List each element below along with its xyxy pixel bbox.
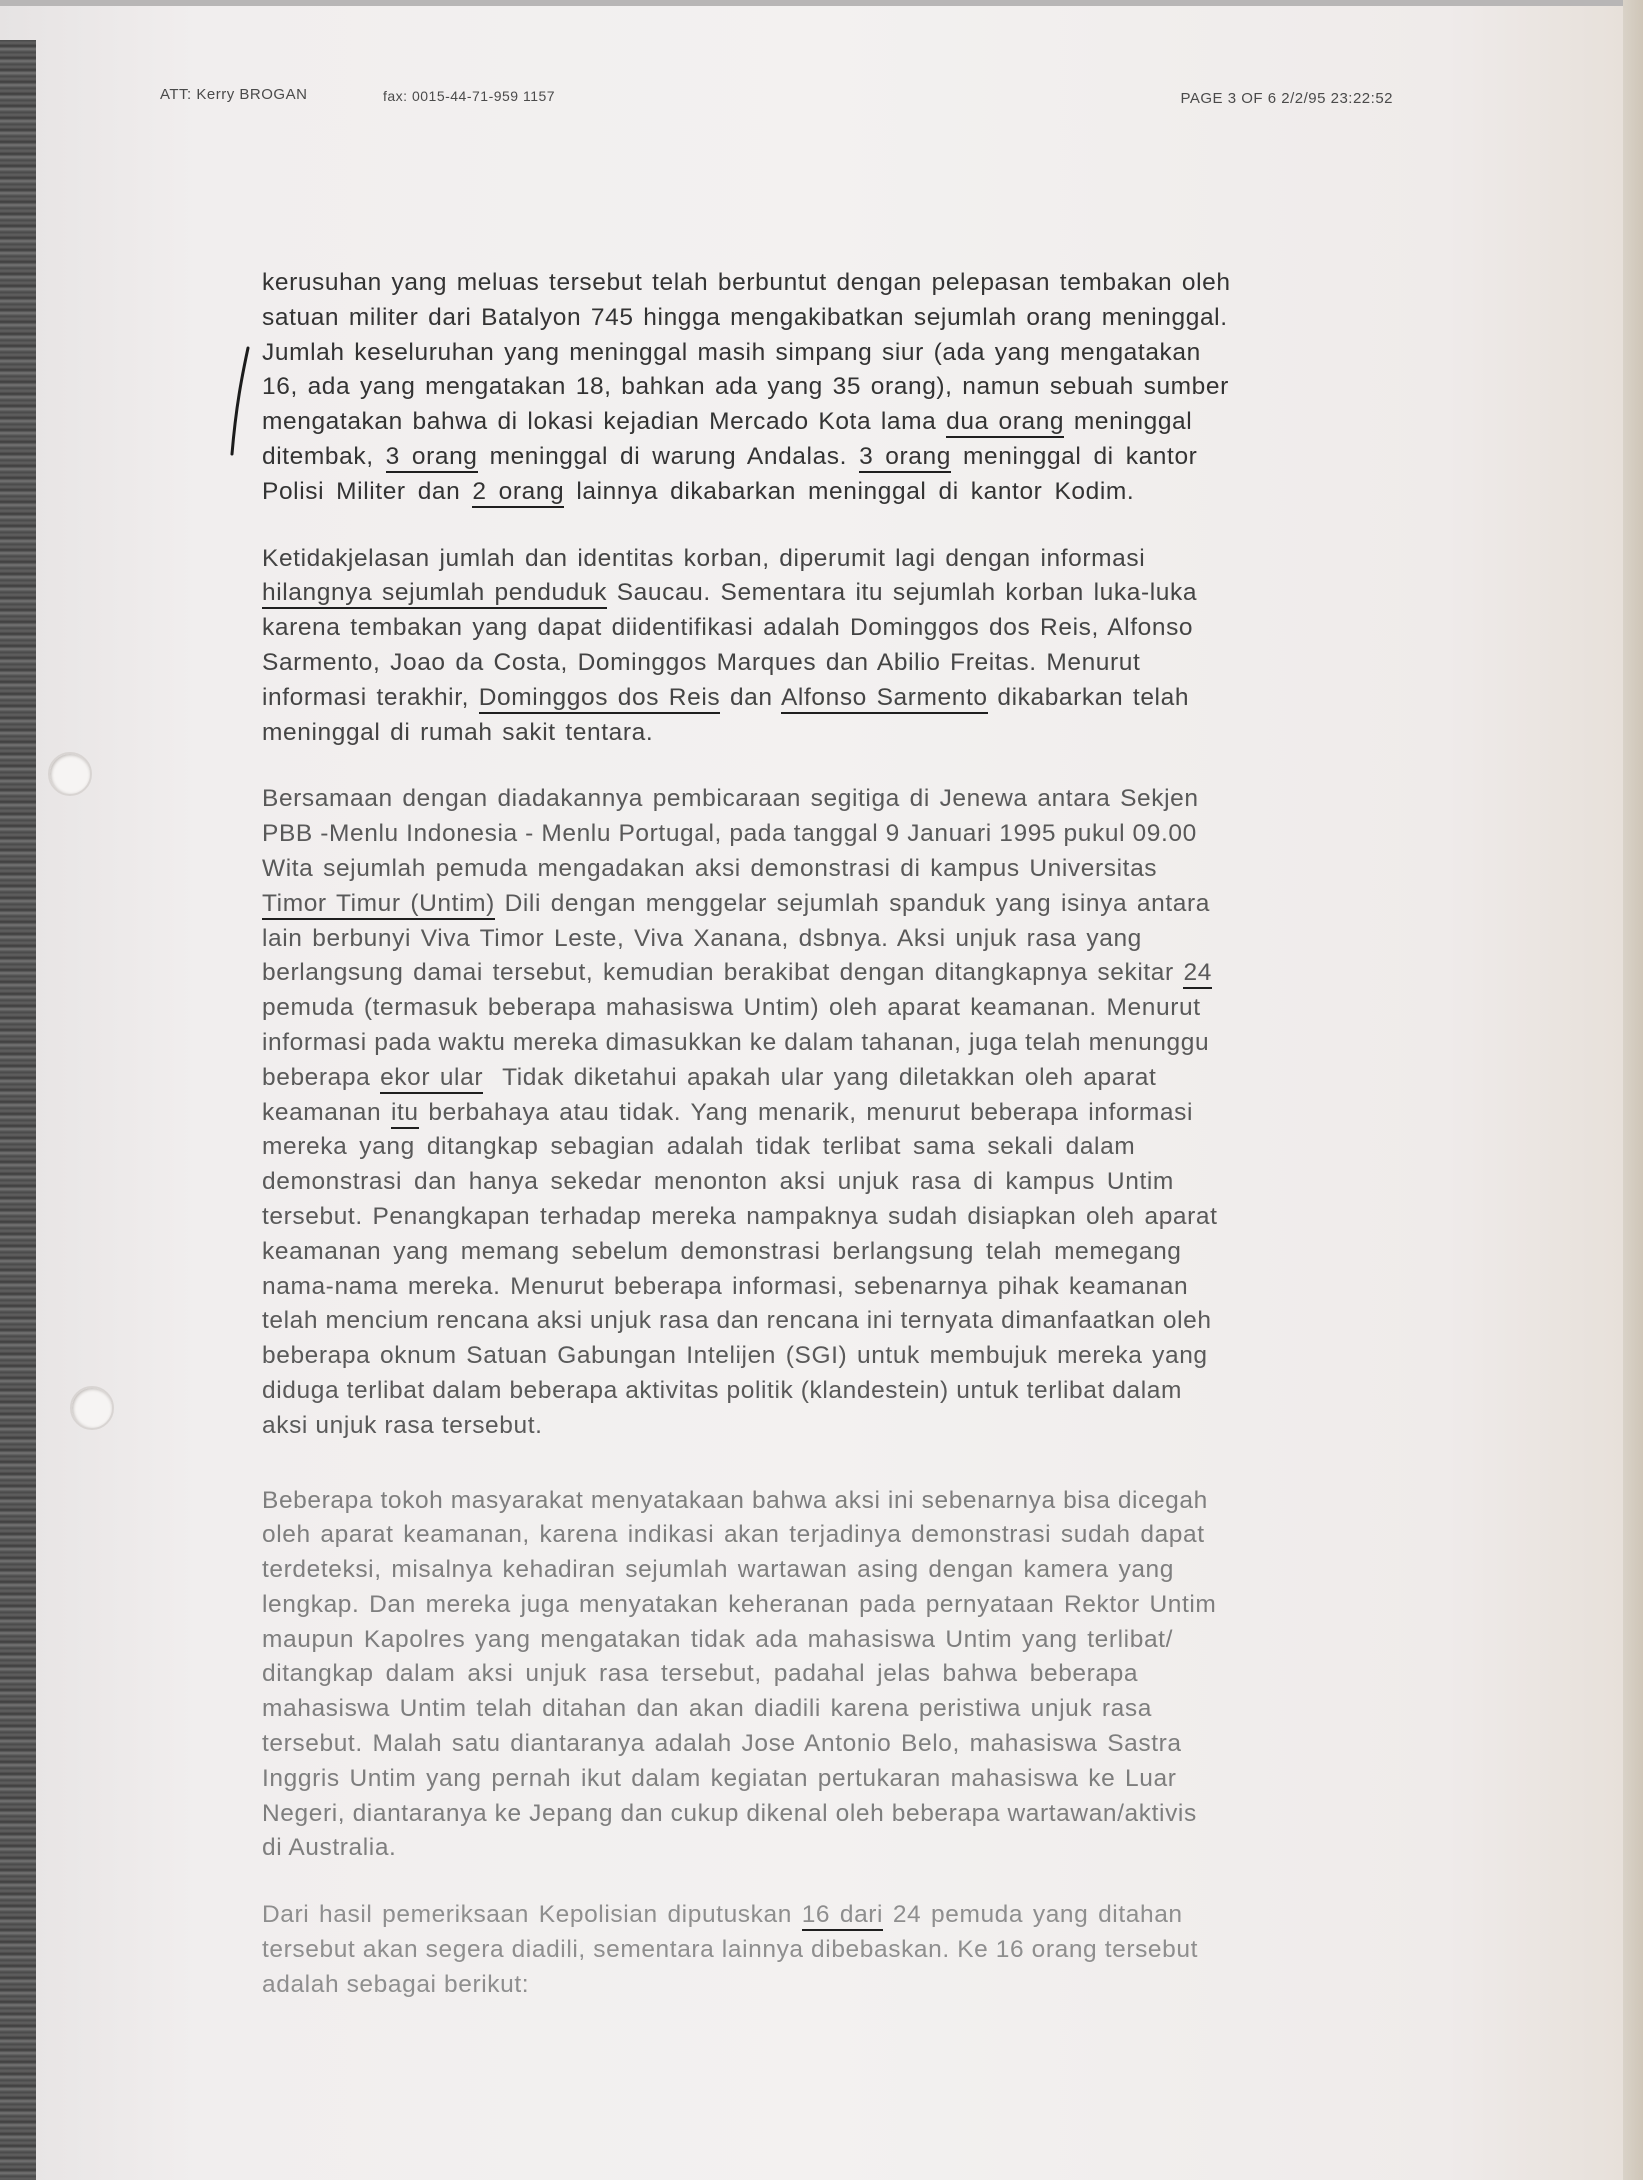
text-line: nama-nama mereka. Menurut beberapa informasi, sebenarnya pihak keamanan (262, 1272, 1189, 1300)
scan-right-edge (1623, 0, 1643, 2180)
text-line: tersebut akan segera diadili, sementara lainnya dibebaskan. Ke 16 orang tersebut (262, 1936, 1199, 1964)
text-line: maupun Kapolres yang mengatakan tidak ada mahasiswa Untim yang terlibat/ (262, 1625, 1173, 1653)
handwritten-underline: 2 orang (472, 478, 564, 508)
handwritten-margin-mark (226, 346, 256, 458)
handwritten-underline: 3 orang (859, 443, 951, 473)
text-line: Inggris Untim yang pernah ikut dalam kegiatan pertukaran mahasiswa ke Luar (262, 1764, 1177, 1792)
scan-top-edge (0, 0, 1643, 6)
text-line: kerusuhan yang meluas tersebut telah berbuntut dengan pelepasan tembakan oleh (262, 269, 1231, 296)
handwritten-underline: hilangnya sejumlah penduduk (262, 579, 607, 609)
text-line: beberapa ekor ular Tidak diketahui apakah ular yang diletakkan oleh aparat (262, 1061, 1427, 1096)
text-line: Jumlah keseluruhan yang meninggal masih simpang siur (ada yang mengatakan (262, 338, 1201, 366)
text-line: Bersamaan dengan diadakannya pembicaraan segitiga di Jenewa antara Sekjen (262, 785, 1199, 813)
text-line: meninggal di rumah sakit tentara. (262, 718, 654, 746)
handwritten-underline: 3 orang (386, 443, 478, 473)
text-line: Negeri, diantaranya ke Jepang dan cukup dikenal oleh beberapa wartawan/aktivis (262, 1799, 1197, 1827)
handwritten-underline: 16 dari (802, 1901, 883, 1931)
fax-number: fax: 0015-44-71-959 1157 (383, 88, 556, 104)
text-line: keamanan itu berbahaya atau tidak. Yang menarik, menurut beberapa informasi (262, 1096, 1427, 1131)
handwritten-underline: Dominggos dos Reis (479, 684, 720, 714)
paragraph-4 (262, 1484, 1427, 1867)
text-line: mereka yang ditangkap sebagian adalah tidak terlibat sama sekali dalam (262, 1133, 1136, 1161)
scan-left-edge (0, 40, 36, 2180)
text-line: keamanan yang memang sebelum demonstrasi berlangsung telah memegang (262, 1237, 1182, 1265)
text-line: berlangsung damai tersebut, kemudian berakibat dengan ditangkapnya sekitar 24 (262, 956, 1427, 991)
text-line: lain berbunyi Viva Timor Leste, Viva Xanana, dsbnya. Aksi unjuk rasa yang (262, 924, 1142, 952)
paragraph-3 (262, 782, 1427, 1443)
text-line: Polisi Militer dan 2 orang lainnya dikabarkan meninggal di kantor Kodim. (262, 475, 1427, 510)
fax-header (160, 86, 1393, 112)
text-line: Ketidakjelasan jumlah dan identitas korban, diperumit lagi dengan informasi (262, 544, 1146, 572)
handwritten-underline: dua orang (946, 408, 1064, 438)
text-line: aksi unjuk rasa tersebut. (262, 1411, 543, 1439)
handwritten-underline: itu (391, 1099, 419, 1129)
punch-hole (48, 752, 92, 796)
text-line: hilangnya sejumlah penduduk Saucau. Sementara itu sejumlah korban luka-luka (262, 576, 1427, 611)
handwritten-underline: Alfonso Sarmento (781, 684, 988, 714)
text-line: informasi terakhir, Dominggos dos Reis dan Alfonso Sarmento dikabarkan telah (262, 681, 1427, 716)
handwritten-underline: 24 (1183, 959, 1211, 989)
paragraph-2 (262, 542, 1427, 751)
text-line: pemuda (termasuk beberapa mahasiswa Untim) oleh aparat keamanan. Menurut (262, 994, 1201, 1022)
handwritten-underline: Timor Timur (Untim) (262, 890, 495, 920)
punch-hole (70, 1386, 114, 1430)
text-line: informasi pada waktu mereka dimasukkan ke dalam tahanan, juga telah menunggu (262, 1028, 1210, 1056)
text-line: Wita sejumlah pemuda mengadakan aksi demonstrasi di kampus Universitas (262, 854, 1158, 882)
text-line: ditembak, 3 orang meninggal di warung Andalas. 3 orang meninggal di kantor (262, 440, 1427, 475)
text-line: tersebut. Penangkapan terhadap mereka nampaknya sudah disiapkan oleh aparat (262, 1202, 1218, 1230)
text-line: Dari hasil pemeriksaan Kepolisian diputuskan 16 dari 24 pemuda yang ditahan (262, 1898, 1427, 1933)
text-line: lengkap. Dan mereka juga menyatakan keheranan pada pernyataan Rektor Untim (262, 1590, 1217, 1618)
text-line: mahasiswa Untim telah ditahan dan akan diadili karena peristiwa unjuk rasa (262, 1695, 1152, 1723)
paragraph-5 (262, 1898, 1427, 2002)
handwritten-underline: ekor ular (380, 1064, 483, 1094)
text-line: 16, ada yang mengatakan 18, bahkan ada yang 35 orang), namun sebuah sumber (262, 373, 1229, 401)
text-line: telah mencium rencana aksi unjuk rasa dan rencana ini ternyata dimanfaatkan oleh (262, 1307, 1212, 1335)
text-line: Timor Timur (Untim) Dili dengan menggelar sejumlah spanduk yang isinya antara (262, 887, 1427, 922)
text-line: terdeteksi, misalnya kehadiran sejumlah wartawan asing dengan kamera yang (262, 1556, 1175, 1584)
text-line: mengatakan bahwa di lokasi kejadian Mercado Kota lama dua orang meninggal (262, 405, 1427, 440)
text-line: oleh aparat keamanan, karena indikasi akan terjadinya demonstrasi sudah dapat (262, 1521, 1205, 1549)
paragraph-1 (262, 266, 1427, 510)
text-line: satuan militer dari Batalyon 745 hingga mengakibatkan sejumlah orang meninggal. (262, 303, 1228, 331)
fax-attention: ATT: Kerry BROGAN (160, 86, 308, 103)
text-line: Beberapa tokoh masyarakat menyatakaan bahwa aksi ini sebenarnya bisa dicegah (262, 1486, 1208, 1514)
fax-page-info: PAGE 3 OF 6 2/2/95 23:22:52 (1180, 90, 1393, 107)
text-line: di Australia. (262, 1834, 397, 1862)
text-line: karena tembakan yang dapat diidentifikasi adalah Dominggos dos Reis, Alfonso (262, 614, 1194, 642)
document-body (262, 266, 1427, 2035)
text-line: Sarmento, Joao da Costa, Dominggos Marques dan Abilio Freitas. Menurut (262, 648, 1141, 676)
text-line: adalah sebagai berikut: (262, 1970, 530, 1998)
text-line: PBB -Menlu Indonesia - Menlu Portugal, pada tanggal 9 Januari 1995 pukul 09.00 (262, 820, 1197, 848)
text-line: diduga terlibat dalam beberapa aktivitas politik (klandestein) untuk terlibat dalam (262, 1376, 1183, 1404)
text-line: demonstrasi dan hanya sekedar menonton aksi unjuk rasa di kampus Untim (262, 1168, 1174, 1196)
text-line: tersebut. Malah satu diantaranya adalah Jose Antonio Belo, mahasiswa Sastra (262, 1730, 1182, 1758)
text-line: beberapa oknum Satuan Gabungan Intelijen (SGI) untuk membujuk mereka yang (262, 1342, 1208, 1370)
text-line: ditangkap dalam aksi unjuk rasa tersebut, padahal jelas bahwa beberapa (262, 1660, 1139, 1688)
